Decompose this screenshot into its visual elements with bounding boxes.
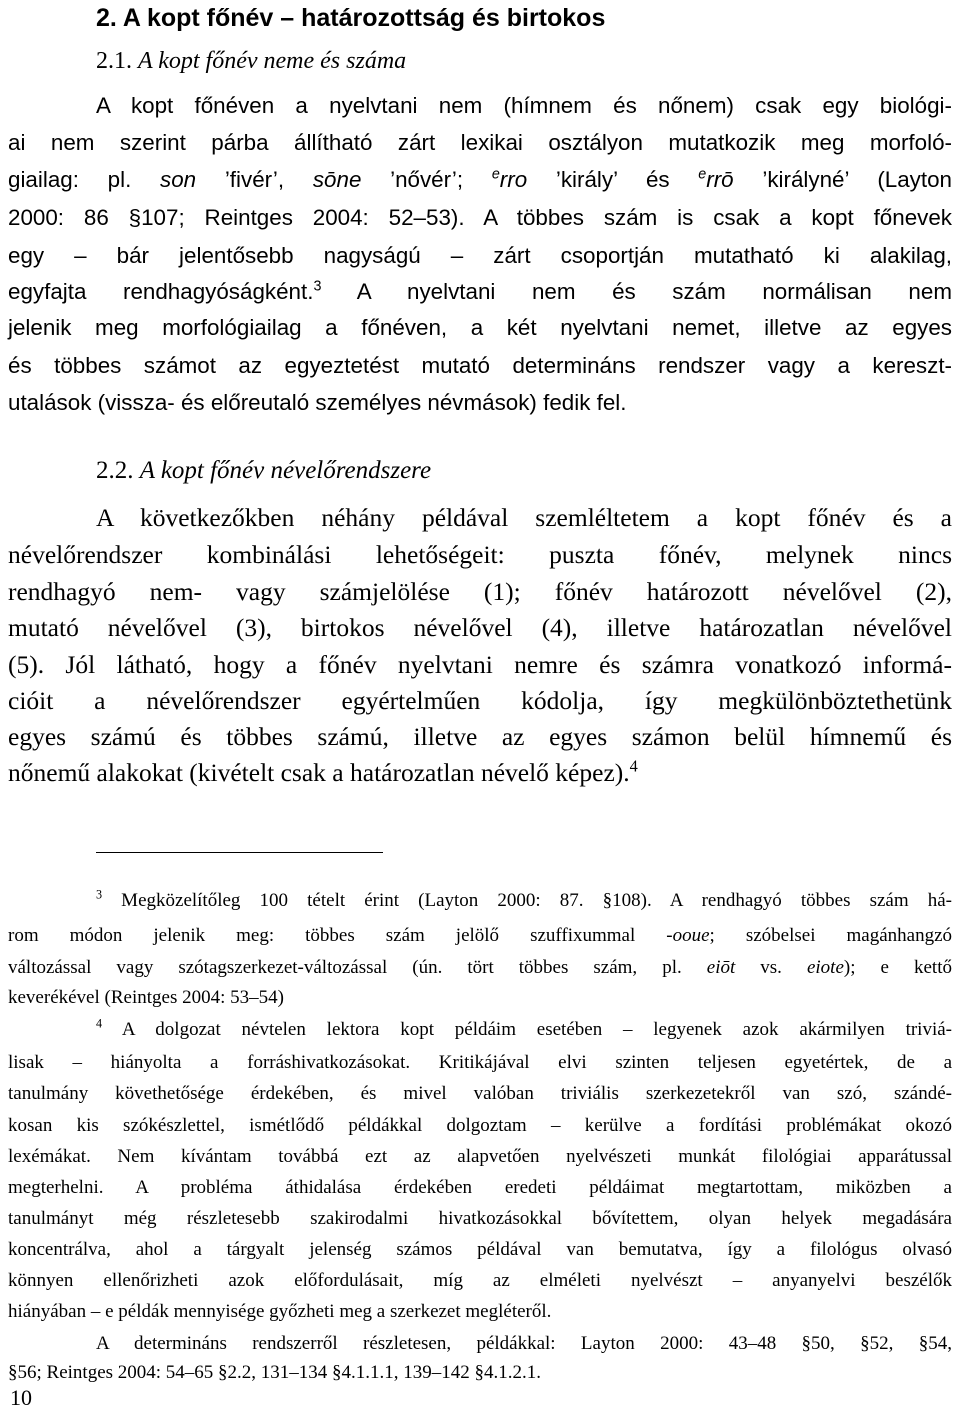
- text-line: egy – bár jelentősebb nagyságú – zárt csoportján mutatható ki alakilag,: [8, 243, 952, 268]
- footnote-4-line: könnyen ellenőrizheti azok előfordulásait, míg az elméleti nyelvészt – anyanyelvi beszélők: [8, 1270, 952, 1291]
- footnote-ref-3: 3: [313, 278, 322, 295]
- text-line: rendhagyó nem- vagy számjelölése (1); főnév határozott névelővel (2),: [8, 577, 952, 606]
- footnote-4-line: A determináns rendszerről részletesen, példákkal: Layton 2000: 43–48 §50, §52, §54,: [96, 1333, 952, 1354]
- footnote-4-line: $^4$ A dolgozat névtelen lektora kopt példáim esetében – legyenek azok akármilyen triviá-: [96, 1016, 952, 1040]
- subsection-2-title: A kopt főnév névelőrendszere: [139, 457, 432, 484]
- section-heading: 2. A kopt főnév – határozottság és birtokos: [96, 4, 606, 32]
- text-line: giailag: pl. son ’fivér’, sōne ’nővér’; $^e$rro ’király’ és $^e$rrō ’királyné’ (Layton: [8, 166, 952, 192]
- footnote-3-line: $^3$ Megközelítőleg 100 tételt érint (Layton 2000: 87. §108). A rendhagyó többes szám há-: [96, 887, 952, 911]
- text-line: jelenik meg morfológiailag a főnéven, a két nyelvtani nemet, illetve az egyes: [8, 315, 952, 340]
- footnote-3-line: változással vagy szótagszerkezet-változással (ún. tört többes szám, pl. eiōt vs. eiote); e kettő: [8, 957, 952, 978]
- text-line: nőnemű alakokat (kivételt csak a határozatlan névelő képez).$^4$: [8, 756, 638, 787]
- text-line: és többes számot az egyeztetést mutató determináns rendszer vagy a kereszt-: [8, 353, 952, 378]
- subsection-1-heading: [96, 48, 406, 75]
- footnote-4-line: hiányában – e példák mennyisége győzheti meg a szerkezet megléteről.: [8, 1301, 552, 1322]
- text-line: A következőkben néhány példával szemléltetem a kopt főnév és a: [96, 503, 952, 532]
- footnote-4-line: megterhelni. A probléma áthidalása érdekében eredeti példáimat megtartottam, miközben a: [8, 1177, 952, 1198]
- text-line: (5). Jól látható, hogy a főnév nyelvtani nemre és számra vonatkozó informá-: [8, 650, 952, 679]
- text-line: mutató névelővel (3), birtokos névelővel (4), illetve határozatlan névelővel: [8, 613, 952, 642]
- text-line: ai nem szerint párba állítható zárt lexikai osztályon mutatkozik meg morfoló-: [8, 130, 952, 155]
- footnote-separator: [96, 852, 383, 853]
- footnote-4-line: §56; Reintges 2004: 54–65 §2.2, 131–134 §4.1.1.1, 139–142 §4.1.2.1.: [8, 1362, 542, 1383]
- footnote-4-line: koncentrálva, ahol a tárgyalt jelenség számos példával van bemutatva, így a filológus olvasó: [8, 1239, 952, 1260]
- footnote-4-line: tanulmány követhetősége érdekében, és mivel valóban triviális szerkezetekről van szó, szándé-: [8, 1083, 952, 1104]
- footnote-ref-4: 4: [629, 756, 638, 776]
- footnote-4-line: lisak – hiányolta a forráshivatkozásokat. Kritikájával elvi szinten teljesen egyetértek, de a: [8, 1052, 952, 1073]
- page-number: 10: [10, 1385, 32, 1410]
- footnote-4-line: kosan kis szókészlettel, ismétlődő példákkal dolgoztam – kerülve a fordítási problémákat okozó: [8, 1115, 952, 1136]
- text-line: 2000: 86 §107; Reintges 2004: 52–53). A többes szám is csak a kopt főnevek: [8, 205, 952, 230]
- text-line: egyes számú és többes számú, illetve az egyes számon belül hímnemű és: [8, 722, 952, 751]
- subsection-2-number: 2.2.: [96, 457, 134, 484]
- text-line: cióit a névelőrendszer egyértelműen kódolja, így megkülönböztethetünk: [8, 686, 952, 715]
- text-line: utalások (vissza- és előreutaló személyes névmások) fedik fel.: [8, 390, 627, 415]
- text-line: névelőrendszer kombinálási lehetőségeit: puszta főnév, melynek nincs: [8, 540, 952, 569]
- subsection-1-title: A kopt főnév neme és száma: [138, 48, 407, 74]
- text-line: A kopt főnéven a nyelvtani nem (hímnem és nőnem) csak egy biológi-: [96, 93, 952, 118]
- footnote-4-line: tanulmányt még részletesebb szakirodalmi hivatkozásokkal bővítettem, olyan helyek megadására: [8, 1208, 952, 1229]
- footnote-4-line: lexémákat. Nem kívántam továbbá ezt az alapvetően nyelvészeti munkát filológiai apparátussal: [8, 1146, 952, 1167]
- footnote-3-line: rom módon jelenik meg: többes szám jelölő szuffixummal -ooue; szóbelsei magánhangzó: [8, 925, 953, 946]
- subsection-1-number: 2.1.: [96, 48, 132, 74]
- subsection-2-heading: [96, 457, 431, 485]
- footnote-3-line: keverékével (Reintges 2004: 53–54): [8, 987, 284, 1008]
- text-line: egyfajta rendhagyóságként.$^3$ A nyelvtani nem és szám normálisan nem: [8, 278, 952, 304]
